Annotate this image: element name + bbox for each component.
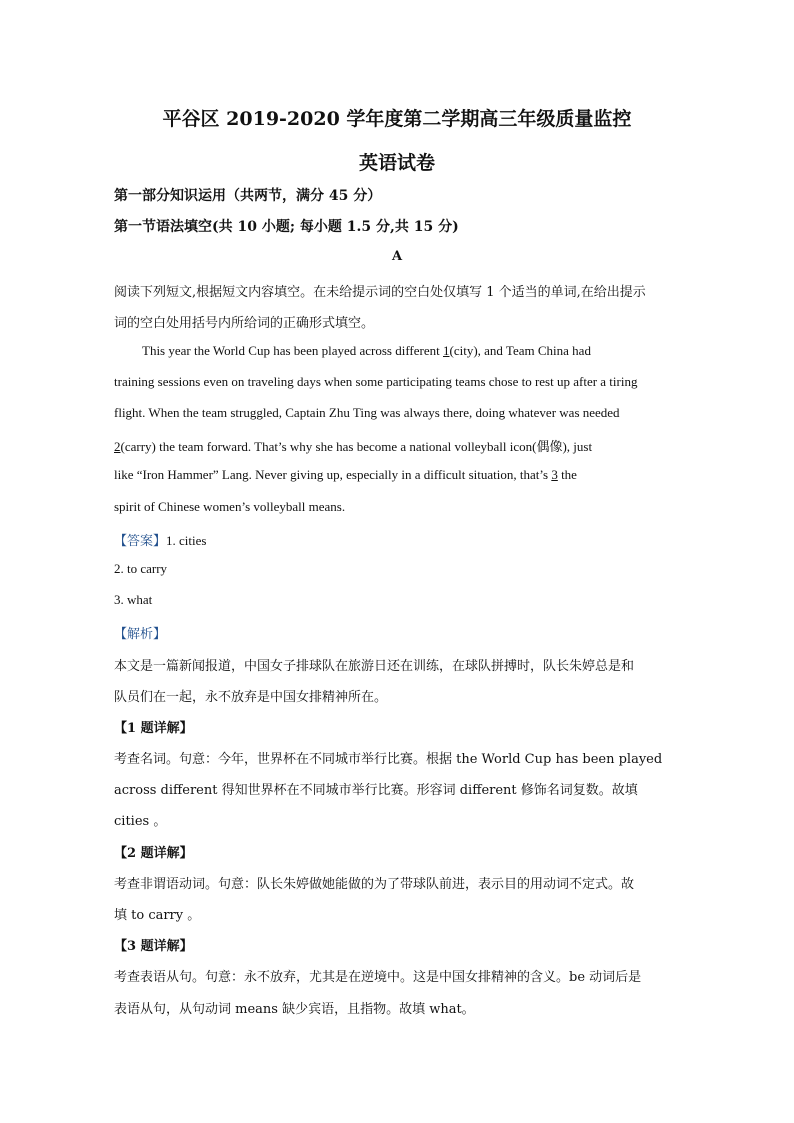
q1-line-2: across different 得知世界杯在不同城市举行比赛。形容词 different 修饰名词复数。故填	[114, 783, 638, 798]
passage-line-2: training sessions even on traveling days when some participating teams chose to rest up after a tiring	[114, 374, 638, 389]
answer-item: 2. to carry	[114, 561, 168, 576]
instruction-line-1: 阅读下列短文,根据短文内容填空。在未给提示词的空白处仅填写 1 个适当的单词,在给出提示	[114, 285, 646, 300]
instruction-line-2: 词的空白处用括号内所给词的正确形式填空。	[114, 316, 375, 331]
answer-line-1	[114, 530, 206, 549]
passage-text: the	[557, 467, 577, 482]
passage-text: like “Iron Hammer” Lang. Never giving up, especially in a difficult situation, that’s	[114, 467, 552, 482]
q3-line-2: 表语从句，从句动词 means 缺少宾语，且指物。故填 what。	[114, 1002, 475, 1017]
q2-heading: 【2 题详解】	[114, 846, 193, 861]
passage-line-5	[114, 467, 577, 483]
q1-heading: 【1 题详解】	[114, 721, 193, 736]
page-title: 平谷区 2019-2020 学年度第二学期高三年级质量监控	[162, 108, 632, 130]
q1-line-1: 考查名词。句意：今年，世界杯在不同城市举行比赛。根据 the World Cup has been played	[114, 752, 663, 767]
q2-line-2: 填 to carry 。	[114, 908, 201, 923]
passage-line-4	[114, 436, 592, 455]
blank-3: 3	[551, 467, 558, 482]
blank-1: 1	[443, 343, 450, 358]
answer-item: 1. cities	[166, 533, 207, 548]
q3-heading: 【3 题详解】	[114, 939, 193, 954]
passage-text: (carry) the team forward. That’s why she has become a national volleyball icon(偶像), just	[120, 439, 593, 454]
analysis-line-2: 队员们在一起，永不放弃是中国女排精神所在。	[114, 690, 388, 705]
answer-item: 3. what	[114, 592, 153, 607]
blank-2: 2	[114, 439, 121, 454]
analysis-line-1: 本文是一篇新闻报道，中国女子排球队在旅游日还在训练，在球队拼搏时，队长朱婷总是和	[114, 659, 635, 674]
passage-text: (city), and Team China had	[449, 343, 591, 358]
passage-line-6: spirit of Chinese women’s volleyball means.	[114, 499, 346, 514]
passage-line-3: flight. When the team struggled, Captain Zhu Ting was always there, doing whatever was needed	[114, 405, 620, 420]
section-letter: A	[391, 249, 403, 264]
answer-tag: 【答案】	[114, 534, 167, 549]
analysis-tag: 【解析】	[114, 627, 167, 642]
page-subtitle: 英语试卷	[358, 152, 435, 174]
passage-text: This year the World Cup has been played across different	[142, 343, 443, 358]
q3-line-1: 考查表语从句。句意：永不放弃，尤其是在逆境中。这是中国女排精神的含义。be 动词后是	[114, 970, 642, 985]
part-heading: 第一部分知识运用（共两节，满分 45 分）	[114, 188, 382, 204]
passage-line-1	[142, 343, 591, 359]
q1-line-3: cities 。	[114, 814, 167, 829]
q2-line-1: 考查非谓语动词。句意：队长朱婷做她能做的为了带球队前进，表示目的用动词不定式。故	[114, 877, 635, 892]
section-heading: 第一节语法填空(共 10 小题; 每小题 1.5 分,共 15 分)	[114, 219, 459, 235]
